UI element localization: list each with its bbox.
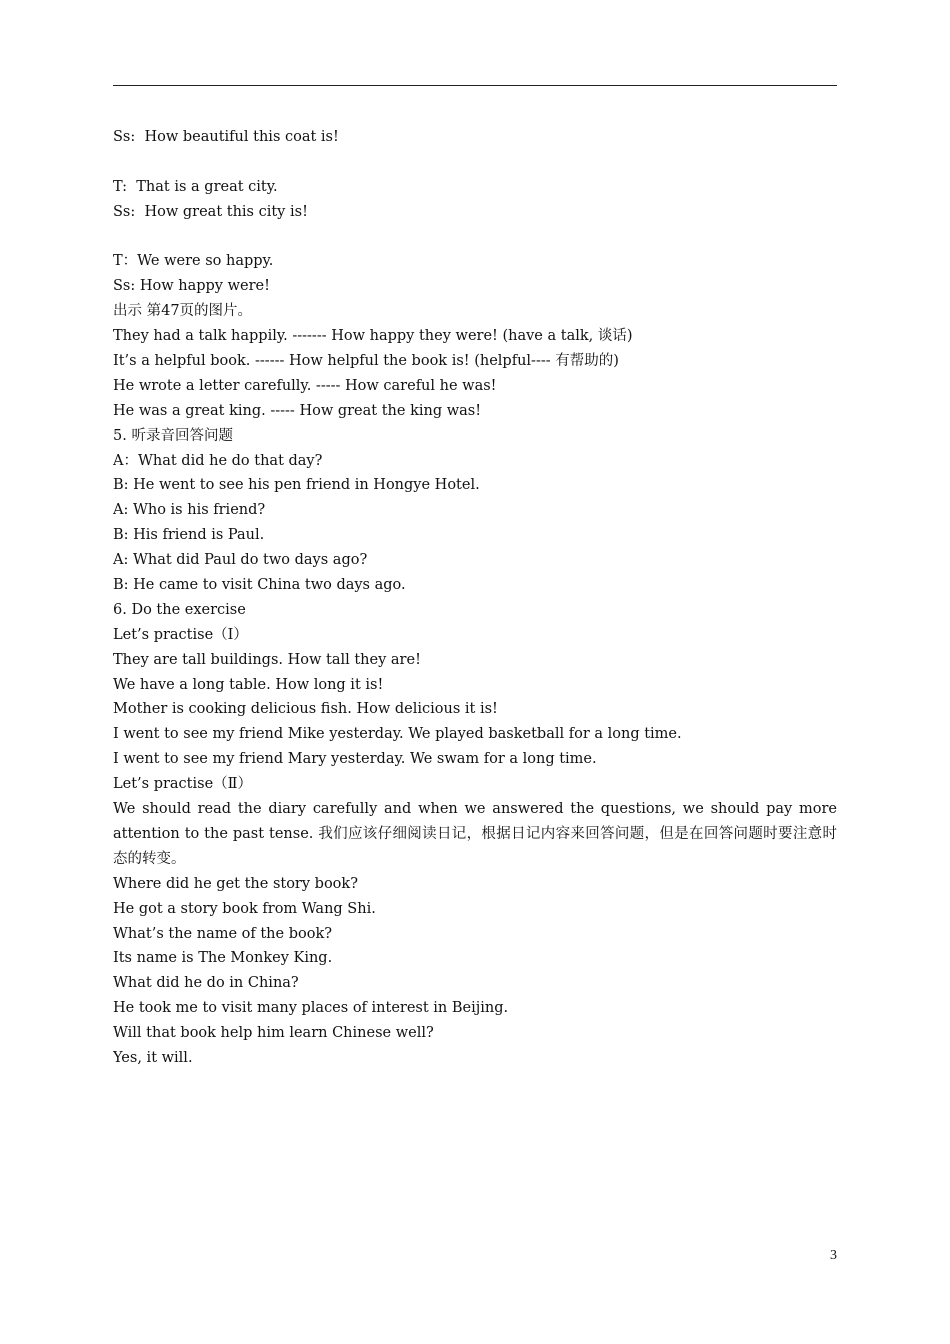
section-heading: 6. Do the exercise (113, 601, 246, 618)
text-line: B: His friend is Paul. (113, 527, 265, 544)
blank-line (113, 150, 837, 175)
text-line: I went to see my friend Mike yesterday. We played basketball for a long time. (113, 726, 682, 743)
text-line: He wrote a letter carefully. ----- How careful he was! (113, 377, 497, 394)
question-line: What did he do in China? (113, 975, 299, 992)
text-line: It’s a helpful book. ------ How helpful the book is! (helpful---- 有帮助的) (113, 353, 619, 370)
text-line: A: What did Paul do two days ago? (113, 552, 368, 569)
text-line: A：What did he do that day? (113, 452, 323, 469)
text-line: A: Who is his friend? (113, 502, 266, 519)
question-line: What’s the name of the book? (113, 925, 333, 942)
question-line: Where did he get the story book? (113, 875, 358, 892)
blank-line (113, 225, 837, 250)
section-heading: 5. 听录音回答问题 (113, 427, 233, 444)
text-line: They are tall buildings. How tall they are! (113, 651, 421, 668)
text-line: T: That is a great city. (113, 178, 278, 195)
text-line: B: He came to visit China two days ago. (113, 577, 406, 594)
text-line: Ss: How beautiful this coat is! (113, 129, 339, 145)
answer-line: Yes, it will. (113, 1050, 193, 1066)
instruction-paragraph: We should read the diary carefully and when we answered the questions, we should pay more attention to the past tense. 我们应该仔细阅读日记，根据日记内容来回答问题，但是在回答问题时要注意时态的转变。 (113, 801, 837, 867)
text-line: Ss: How great this city is! (113, 203, 308, 220)
answer-line: He took me to visit many places of interest in Beijing. (113, 1000, 509, 1017)
document-body (113, 125, 837, 1071)
text-line: B: He went to see his pen friend in Hongye Hotel. (113, 477, 480, 494)
page-number: 3 (830, 1248, 837, 1263)
text-line: He was a great king. ----- How great the king was! (113, 402, 482, 419)
header-rule (113, 85, 837, 86)
answer-line: He got a story book from Wang Shi. (113, 900, 376, 917)
subsection-heading: Let’s practise（Ⅱ） (113, 776, 253, 793)
text-line: Ss: How happy were! (113, 278, 270, 295)
text-line: I went to see my friend Mary yesterday. We swam for a long time. (113, 751, 597, 768)
text-line: They had a talk happily. ------- How happy they were! (have a talk, 谈话) (113, 328, 633, 345)
text-line: Mother is cooking delicious fish. How delicious it is! (113, 701, 498, 718)
question-line: Will that book help him learn Chinese well? (113, 1025, 434, 1042)
text-line: 出示 第47页的图片。 (113, 303, 253, 320)
text-line: T：We were so happy. (113, 253, 274, 270)
answer-line: Its name is The Monkey King. (113, 950, 333, 967)
subsection-heading: Let’s practise（Ⅰ） (113, 626, 248, 643)
text-line: We have a long table. How long it is! (113, 676, 384, 693)
